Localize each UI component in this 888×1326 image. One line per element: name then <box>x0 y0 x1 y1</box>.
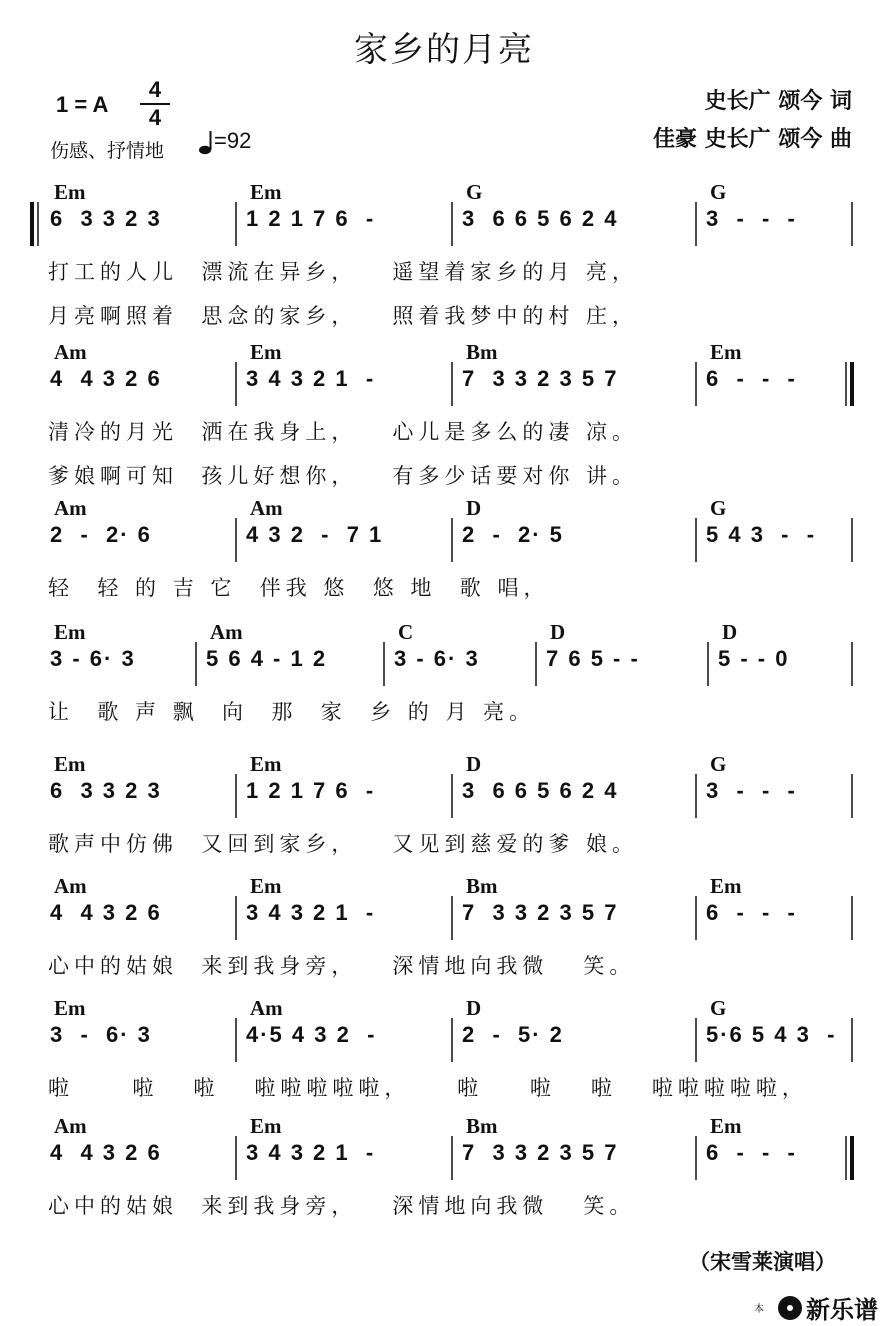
chord-symbol: Am <box>54 1114 87 1138</box>
record-disc-icon <box>778 1296 802 1320</box>
time-sig-bottom: 4 <box>148 105 162 130</box>
performer-credit: （宋雪莱演唱） <box>689 1250 836 1274</box>
measure-notes: 5 - - 0 <box>718 646 790 671</box>
lyric-line: 歌声中仿佛 又回到家乡， 又见到慈爱的爹 娘。 <box>48 832 639 856</box>
chord-symbol: G <box>710 180 727 204</box>
chord-symbol: Em <box>710 1114 742 1138</box>
lyric-line: 心中的姑娘 来到我身旁， 深情地向我微 笑。 <box>48 1194 636 1218</box>
chord-symbol: Em <box>710 874 742 898</box>
chord-symbol: Am <box>54 496 87 520</box>
chord-symbol: Em <box>54 996 86 1020</box>
style-marking: 伤感、抒情地 <box>50 141 165 162</box>
time-sig-top: 4 <box>148 77 162 102</box>
chord-symbol: D <box>466 752 482 776</box>
chord-symbol: D <box>466 996 482 1020</box>
chord-symbol: D <box>550 620 566 644</box>
lyric-line: 打工的人儿 漂流在异乡， 遥望着家乡的月 亮， <box>48 260 639 284</box>
measure-notes: 2 - 2· 6 <box>50 522 152 547</box>
chord-symbol: Em <box>54 752 86 776</box>
chord-symbol: D <box>722 620 738 644</box>
measure-notes: 4 4 3 2 6 <box>50 1140 162 1165</box>
measure-notes: 3 6 6 5 6 2 4 <box>462 778 619 803</box>
chord-symbol: Em <box>54 180 86 204</box>
chord-symbol: Em <box>250 340 282 364</box>
measure-notes: 3 - 6· 3 <box>394 646 480 671</box>
measure-notes: 5·6 5 4 3 - <box>706 1022 837 1047</box>
measure-notes: 4 4 3 2 6 <box>50 366 162 391</box>
key-signature: 1 = A <box>56 92 109 117</box>
brand-name: 新乐谱 <box>806 1296 878 1324</box>
measure-notes: 6 3 3 2 3 <box>50 778 162 803</box>
measure-notes: 6 - - - <box>706 366 797 391</box>
measure-notes: 3 4 3 2 1 - <box>246 366 376 391</box>
chord-symbol: Em <box>250 1114 282 1138</box>
measure-notes: 1 2 1 7 6 - <box>246 778 376 803</box>
measure-notes: 3 - 6· 3 <box>50 1022 152 1047</box>
site-logo <box>754 1290 878 1325</box>
lyric-line: 心中的姑娘 来到我身旁， 深情地向我微 笑。 <box>48 954 636 978</box>
chord-symbol: D <box>466 496 482 520</box>
chord-symbol: Em <box>250 752 282 776</box>
chord-symbol: Em <box>710 340 742 364</box>
chord-symbol: G <box>710 496 727 520</box>
chord-symbol: Am <box>210 620 243 644</box>
chord-symbol: C <box>398 620 414 644</box>
chord-symbol: Bm <box>466 1114 498 1138</box>
measure-notes: 7 6 5 - - <box>546 646 640 671</box>
chord-symbol: Em <box>250 180 282 204</box>
measure-notes: 7 3 3 2 3 5 7 <box>462 900 619 925</box>
measure-notes: 3 - 6· 3 <box>50 646 136 671</box>
chord-symbol: Am <box>54 874 87 898</box>
measure-notes: 1 2 1 7 6 - <box>246 206 376 231</box>
measure-notes: 3 6 6 5 6 2 4 <box>462 206 619 231</box>
chord-symbol: Bm <box>466 340 498 364</box>
measure-notes: 4 3 2 - 7 1 <box>246 522 384 547</box>
lyric-line: 清冷的月光 洒在我身上， 心儿是多么的凄 凉。 <box>48 420 639 444</box>
chord-symbol: Am <box>250 496 283 520</box>
measure-notes: 4·5 4 3 2 - <box>246 1022 377 1047</box>
lyric-line: 爹娘啊可知 孩儿好想你， 有多少话要对你 讲。 <box>48 464 639 488</box>
measure-notes: 7 3 3 2 3 5 7 <box>462 1140 619 1165</box>
chord-symbol: G <box>710 996 727 1020</box>
composer-credit: 佳豪 史长广 颂今 曲 <box>653 127 852 152</box>
chord-symbol: Am <box>250 996 283 1020</box>
lyric-line: 月亮啊照着 思念的家乡， 照着我梦中的村 庄， <box>48 304 639 328</box>
lyric-line: 啦 啦 啦 啦啦啦啦啦， 啦 啦 啦 啦啦啦啦啦， <box>48 1076 808 1100</box>
lyricist-credit: 史长广 颂今 词 <box>704 89 852 114</box>
measure-notes: 3 4 3 2 1 - <box>246 900 376 925</box>
lyric-line: 轻 轻 的 吉 它 伴我 悠 悠 地 歌 唱， <box>48 576 550 600</box>
measure-notes: 4 4 3 2 6 <box>50 900 162 925</box>
chord-symbol: Em <box>250 874 282 898</box>
measure-notes: 3 - - - <box>706 206 797 231</box>
measure-notes: 5 4 3 - - <box>706 522 817 547</box>
measure-notes: 2 - 2· 5 <box>462 522 564 547</box>
chord-symbol: G <box>466 180 483 204</box>
song-title: 家乡的月亮 <box>354 30 534 70</box>
measure-notes: 2 - 5· 2 <box>462 1022 564 1047</box>
chord-symbol: Em <box>54 620 86 644</box>
measure-notes: 5 6 4 - 1 2 <box>206 646 328 671</box>
chord-symbol: Am <box>54 340 87 364</box>
measure-notes: 3 - - - <box>706 778 797 803</box>
chord-symbol: G <box>710 752 727 776</box>
measure-notes: 6 - - - <box>706 1140 797 1165</box>
footer-small-text: 本 <box>754 1304 764 1315</box>
measure-notes: 3 4 3 2 1 - <box>246 1140 376 1165</box>
measure-notes: 6 - - - <box>706 900 797 925</box>
lyric-line: 让 歌 声 飘 向 那 家 乡 的 月 亮。 <box>48 700 536 724</box>
chord-symbol: Bm <box>466 874 498 898</box>
tempo-value: =92 <box>214 128 252 153</box>
measure-notes: 6 3 3 2 3 <box>50 206 162 231</box>
measure-notes: 7 3 3 2 3 5 7 <box>462 366 619 391</box>
